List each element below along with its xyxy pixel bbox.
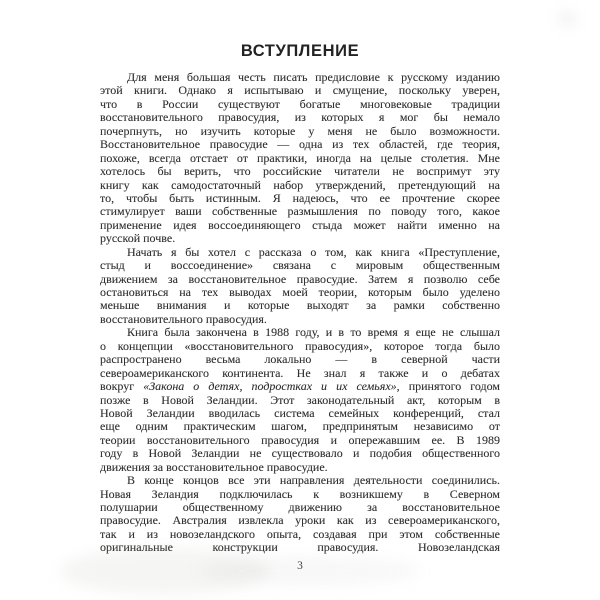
text-line: полушарии общественному движению за восстановительное [100, 501, 500, 514]
text-line: почерпнуть, но изучить которые у меня не было возможности. [100, 124, 500, 138]
scan-artifact [558, 12, 576, 26]
text-line: похоже, всегда отстает от практики, иногда на целые столетия. Мне [100, 151, 500, 165]
paragraph [100, 246, 500, 327]
text-line: то, чтобы быть истинным. Я надеюсь, что ее прочтение скорее [100, 191, 500, 205]
text-line: теории восстановительного правосудия и опережавшим ее. В 1989 [100, 433, 500, 447]
text-line: позже в Новой Зеландии. Этот законодательный акт, которым в [100, 393, 500, 407]
page-title: ВСТУПЛЕНИЕ [240, 42, 360, 60]
text-line: меньше внимания и которые выходят за рамки собственно [100, 299, 500, 313]
text-line: книгу как самодостаточный набор утверждений, претендующий на [100, 178, 500, 192]
text-line: еще одним практическим шагом, предпринятым независимо от [100, 420, 500, 434]
text-line: В конце концов все эти направления деятельности соединились. [127, 474, 500, 488]
text-line: восстановительного правосудия, из которых я мог бы немало [100, 111, 500, 125]
text-line: применение идея воссоединяющего стыда может найти именно на [100, 218, 500, 232]
text-line: что в России существуют богатые многовековые традиции [100, 97, 500, 111]
text-line: распространено весьма локально — в северной части [100, 353, 500, 367]
text-segment: вокруг [100, 380, 144, 394]
text-line: Новая Зеландия подключилась к возникшему в Северном [100, 487, 500, 501]
paragraph [100, 474, 500, 555]
text-line: движения за восстановительное правосудие. [100, 460, 328, 474]
text-line: хотелось бы верить, что российские читатели не воспримут эту [100, 165, 500, 179]
text-line: русской почве. [100, 232, 176, 246]
body-text [100, 71, 500, 555]
text-line: стимулирует ваши собственные размышления по поводу того, какое [100, 205, 500, 219]
text-line: североамериканского континента. Не знал я также и о дебатах [100, 366, 500, 380]
text-line: Для меня большая честь писать предисловие к русскому изданию [127, 71, 500, 84]
text-line: движением за восстановительное правосудие. Затем я позволю себе [100, 272, 500, 286]
text-line: стыд и воссоединение» связана с мировым общественным [100, 259, 500, 273]
italic-law-title: «Закона о детях, подростках и их семьях» [143, 380, 397, 394]
text-line: так и из новозеландского опыта, создавая при этом собственные [100, 527, 500, 541]
page-number: 3 [297, 560, 303, 572]
text-line: правосудие. Австралия извлекла уроки как из североамериканского, [100, 514, 500, 528]
text-line: Новой Зеландии вводилась система семейных конференций, стал [100, 406, 500, 420]
paragraph [100, 326, 500, 474]
text-line: оригинальные конструкции правосудия. Новозеландская [100, 541, 500, 555]
text-line: этой книги. Однако я испытываю и смущение, поскольку уверен, [100, 84, 500, 98]
text-line: Начать я бы хотел с рассказа о том, как книга «Преступление, [127, 245, 500, 259]
text-line: Восстановительное правосудие — одна из тех областей, где теория, [100, 138, 500, 152]
paragraph [100, 71, 500, 246]
text-line: году в Новой Зеландии не существовало и подобия общественного [100, 447, 500, 461]
text-segment: , принятого годом [396, 380, 500, 394]
text-line: Книга была закончена в 1988 году, и в то время я еще не слышал [127, 326, 500, 340]
text-line: остановиться на тех выводах моей теории, которым было уделено [100, 286, 500, 299]
text-line [100, 380, 500, 393]
text-line: восстановительного правосудия. [100, 312, 267, 326]
text-line: о концепции «восстановительного правосудия», которое тогда было [100, 339, 500, 353]
